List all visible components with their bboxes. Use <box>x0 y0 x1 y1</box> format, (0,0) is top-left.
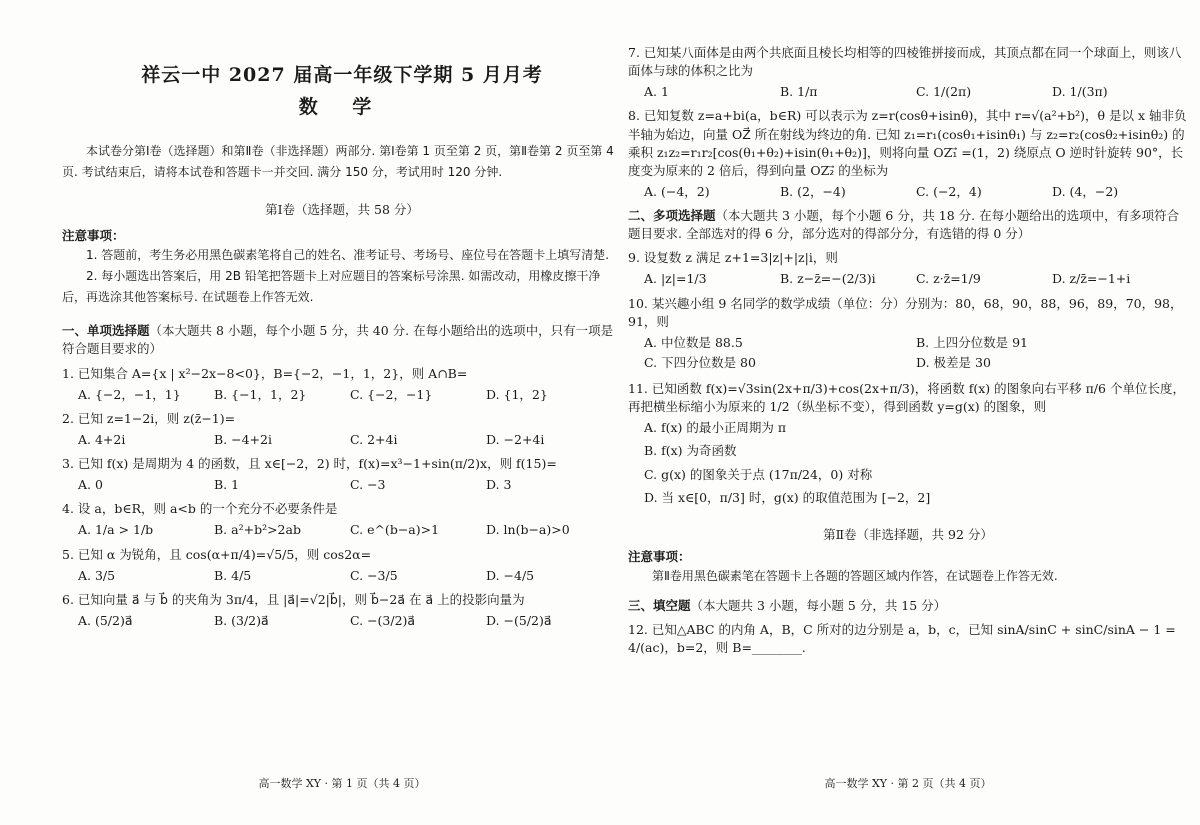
option: B. 4/5 <box>214 567 252 583</box>
section-1-desc: （本大题共 8 小题，每个小题 5 分，共 40 分. 在每小题给出的选项中，只有一项是符合题目要求的） <box>62 323 614 357</box>
option: D. −(5/2)a⃗ <box>486 612 552 628</box>
section-3-desc: （本大题共 3 小题，每小题 5 分，共 15 分） <box>690 598 947 613</box>
option: D. 极差是 30 <box>916 354 991 370</box>
notice-item-2: 2. 每小题选出答案后，用 2B 铅笔把答题卡上对应题目的答案标号涂黑. 如需改动，用橡皮擦干净后，再选涂其他答案标号. 在试题卷上作答无效. <box>62 269 601 305</box>
question-7-options <box>644 83 1188 101</box>
option: A. 0 <box>78 477 103 493</box>
notice-title: 注意事项： <box>62 228 125 244</box>
question-6-options <box>78 612 622 630</box>
section-3-title: 三、填空题 <box>628 598 691 613</box>
option: A. 1/a > 1/b <box>78 522 154 538</box>
option: D. 3 <box>486 477 512 493</box>
question-8-options <box>644 183 1188 201</box>
option: C. −3/5 <box>350 567 398 583</box>
page-1 <box>62 0 622 790</box>
option: A. 1 <box>644 84 669 100</box>
option: B. (2，−4) <box>780 183 846 199</box>
question-5: 5. 已知 α 为锐角，且 cos(α+π/4)=√5/5，则 cos2α= <box>62 546 372 562</box>
option: C. {−2，−1} <box>350 386 433 402</box>
option: D. z/z̄=−1+i <box>1052 271 1131 287</box>
option: A. {−2，−1，1} <box>78 386 181 402</box>
option: D. ln(b−a)>0 <box>486 522 570 538</box>
section-1-heading <box>62 322 622 358</box>
volume-2-heading: 第Ⅱ卷（非选择题，共 92 分） <box>823 526 993 542</box>
option: B. 1 <box>214 477 240 493</box>
question-2: 2. 已知 z=1−2i，则 z(z̄−1)= <box>62 410 236 426</box>
option: A. (5/2)a⃗ <box>78 612 133 628</box>
section-2-heading <box>628 207 1188 243</box>
section-1-title: 一、单项选择题 <box>62 323 150 339</box>
option: C. −(3/2)a⃗ <box>350 612 416 628</box>
question-2-options <box>78 431 622 449</box>
option: D. −2+4i <box>486 431 545 447</box>
option: C. 2+4i <box>350 431 398 447</box>
exam-subject: 数 学 <box>298 95 386 118</box>
option: A. 3/5 <box>78 567 116 583</box>
question-1-options <box>78 386 622 404</box>
option: C. −3 <box>350 477 386 493</box>
question-8: 8. 已知复数 z=a+bi(a，b∈R) 可以表示为 z=r(cosθ+isinθ)，其中 r=√(a²+b²)，θ 是以 x 轴非负半轴为始边，向量 OZ⃗ 所在射线为终边的角. 已知 z₁=r₁(cosθ₁+isinθ₁) 与 z₂=r₂(cosθ₂+isinθ₂) 的乘积 z₁z₂=r₁r₂[cos(θ₁+θ₂)+isin(θ₁+θ₂)]，则将向量 OZ₁⃗ =(1，2) 绕原点 O 逆时针旋转 90°，长度变为原来的 2 倍后，得到向量 OZ₂⃗ 的坐标为 <box>628 108 1187 178</box>
exam-title: 祥云一中 2027 届高一年级下学期 5 月月考 <box>141 64 543 86</box>
option: C. g(x) 的图象关于点 (17π/24，0) 对称 <box>644 466 873 482</box>
option: D. (4，−2) <box>1052 183 1119 199</box>
option: A. (−4，2) <box>644 183 710 199</box>
question-9: 9. 设复数 z 满足 z+1=3|z|+|z|i，则 <box>628 250 838 266</box>
question-7: 7. 已知某八面体是由两个共底面且棱长均相等的四棱锥拼接而成，其顶点都在同一个球面上，则该八面体与球的体积之比为 <box>628 45 1182 79</box>
option: D. −4/5 <box>486 567 535 583</box>
option: A. 4+2i <box>78 431 126 447</box>
option: D. 当 x∈[0，π/3] 时，g(x) 的取值范围为 [−2，2] <box>644 489 931 505</box>
exam-intro: 本试卷分第Ⅰ卷（选择题）和第Ⅱ卷（非选择题）两部分. 第Ⅰ卷第 1 页至第 2 页，第Ⅱ卷第 2 页至第 4 页. 考试结束后，请将本试卷和答题卡一并交回. 满分 150 分，考试用时 120 分钟. <box>62 144 614 180</box>
volume-1-heading: 第Ⅰ卷（选择题，共 58 分） <box>265 202 419 218</box>
option: B. a²+b²>2ab <box>214 522 301 538</box>
question-12: 12. 已知△ABC 的内角 A，B，C 所对的边分别是 a，b，c，已知 sinA/sinC + sinC/sinA − 1 = 4/(ac)，b=2，则 B=________. <box>628 622 1176 656</box>
question-3: 3. 已知 f(x) 是周期为 4 的函数，且 x∈[−2，2) 时，f(x)=x³−1+sin(π/2)x，则 f(15)= <box>62 456 557 472</box>
option: B. −4+2i <box>214 431 272 447</box>
section-2-desc: （本大题共 3 小题，每个小题 6 分，共 18 分. 在每小题给出的选项中，有多项符合题目要求. 全部选对的得 6 分，部分选对的得部分分，有选错的得 0 分） <box>628 208 1180 242</box>
notice-item: 第Ⅱ卷用黑色碳素笔在答题卡上各题的答题区域内作答，在试题卷上作答无效. <box>652 569 1058 583</box>
page-1-footer: 高一数学 XY · 第 1 页（共 4 页） <box>258 777 426 790</box>
option: A. f(x) 的最小正周期为 π <box>644 420 787 436</box>
option: B. (3/2)a⃗ <box>214 612 269 628</box>
page-2-footer: 高一数学 XY · 第 2 页（共 4 页） <box>824 777 992 790</box>
question-11-options <box>644 419 1188 512</box>
option: B. z−z̄=−(2/3)i <box>780 271 876 287</box>
section-3-heading <box>628 597 1188 615</box>
option: C. (−2，4) <box>916 183 982 199</box>
option: B. {−1，1，2} <box>214 386 307 402</box>
question-6: 6. 已知向量 a⃗ 与 b⃗ 的夹角为 3π/4，且 |a⃗|=√2|b⃗|，则 b⃗−2a⃗ 在 a⃗ 上的投影向量为 <box>62 591 525 607</box>
option: B. 上四分位数是 91 <box>916 334 1029 350</box>
option: C. 1/(2π) <box>916 84 972 100</box>
option: B. 1/π <box>780 84 818 100</box>
question-4: 4. 设 a，b∈R，则 a<b 的一个充分不必要条件是 <box>62 501 338 517</box>
question-11: 11. 已知函数 f(x)=√3sin(2x+π/3)+cos(2x+π/3)，将函数 f(x) 的图象向右平移 π/6 个单位长度，再把横坐标缩小为原来的 1/2（纵坐标不变），得到函数 y=g(x) 的图象，则 <box>628 381 1185 415</box>
option: B. f(x) 为奇函数 <box>644 443 737 459</box>
option: A. |z|=1/3 <box>644 271 707 287</box>
notice-item-1: 1. 答题前，考生务必用黑色碳素笔将自己的姓名、准考证号、考场号、座位号在答题卡上填写清楚. <box>86 248 610 263</box>
option: A. 中位数是 88.5 <box>644 334 743 350</box>
question-4-options <box>78 521 622 539</box>
option: C. e^(b−a)>1 <box>350 522 440 538</box>
question-9-options <box>644 270 1188 288</box>
question-10: 10. 某兴趣小组 9 名同学的数学成绩（单位：分）分别为：80，68，90，88，96，89，70，98，91，则 <box>628 295 1183 329</box>
option: D. {1，2} <box>486 386 548 402</box>
option: D. 1/(3π) <box>1052 84 1108 100</box>
notice-title-2: 注意事项： <box>628 548 691 564</box>
section-2-title: 二、多项选择题 <box>628 208 716 223</box>
option: C. 下四分位数是 80 <box>644 354 756 370</box>
question-5-options <box>78 567 622 585</box>
question-3-options <box>78 476 622 494</box>
question-10-options <box>644 334 1188 374</box>
question-1: 1. 已知集合 A={x | x²−2x−8<0}，B={−2，−1，1，2}，则 A∩B= <box>62 365 468 381</box>
page-2 <box>628 0 1188 790</box>
option: C. z·z̄=1/9 <box>916 271 981 287</box>
